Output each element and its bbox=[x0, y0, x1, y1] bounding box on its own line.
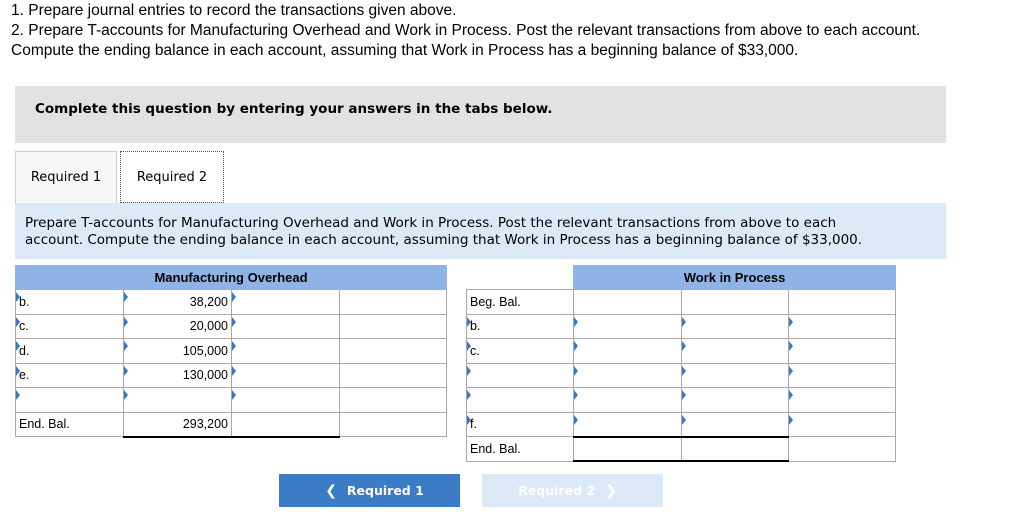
previous-required-button[interactable] bbox=[279, 474, 460, 507]
mo-end-bal-label: End. Bal. bbox=[16, 412, 124, 437]
mo-debit-label-input[interactable]: d. bbox=[16, 339, 124, 364]
wip-debit-amount-input[interactable] bbox=[574, 314, 682, 339]
mo-debit-amount-input[interactable]: 130,000 bbox=[124, 363, 232, 388]
table-row bbox=[467, 314, 896, 339]
wip-debit-label-input[interactable]: c. bbox=[467, 339, 574, 364]
wip-end-bal-spacer bbox=[789, 437, 896, 462]
wip-beg-bal-label: Beg. Bal. bbox=[467, 290, 574, 315]
wip-credit-label-input[interactable] bbox=[682, 412, 789, 437]
mo-credit-label-input[interactable] bbox=[232, 314, 340, 339]
tab-required-2[interactable]: Required 2 bbox=[120, 151, 224, 203]
instruction-banner bbox=[15, 86, 946, 143]
tab-required-1[interactable]: Required 1 bbox=[15, 151, 117, 203]
wip-credit-label-input[interactable] bbox=[682, 314, 789, 339]
mo-credit-amount-input[interactable] bbox=[340, 314, 447, 339]
wip-credit-label-input[interactable] bbox=[682, 388, 789, 413]
table-row-ending-balance bbox=[467, 437, 896, 462]
wip-credit-label-input[interactable] bbox=[682, 339, 789, 364]
manufacturing-overhead-t-account bbox=[15, 265, 447, 438]
mo-debit-amount-input[interactable]: 105,000 bbox=[124, 339, 232, 364]
wip-debit-label-input[interactable] bbox=[467, 388, 574, 413]
table-row bbox=[467, 339, 896, 364]
wip-credit-amount-input[interactable] bbox=[789, 388, 896, 413]
table-row bbox=[16, 388, 447, 413]
table-row bbox=[16, 290, 447, 315]
intro-line-3: Compute the ending balance in each account, assuming that Work in Process has a beginning balance of $33,000. bbox=[11, 42, 799, 59]
mo-end-bal-credit bbox=[232, 412, 340, 437]
wip-debit-amount-input[interactable] bbox=[574, 412, 682, 437]
table-row bbox=[467, 290, 896, 315]
mo-debit-label-input[interactable] bbox=[16, 388, 124, 413]
wip-end-bal-credit bbox=[682, 437, 789, 462]
mo-credit-label-input[interactable] bbox=[232, 290, 340, 315]
table-row bbox=[467, 412, 896, 437]
wip-credit-label-input[interactable] bbox=[682, 290, 789, 315]
mo-end-bal-spacer bbox=[340, 412, 447, 437]
mo-credit-amount-input[interactable] bbox=[340, 388, 447, 413]
mo-credit-amount-input[interactable] bbox=[340, 339, 447, 364]
chevron-right-icon: ❯ bbox=[605, 482, 617, 499]
wip-debit-amount-input[interactable] bbox=[574, 388, 682, 413]
wip-header-gap bbox=[467, 266, 574, 290]
mo-debit-label-input[interactable]: b. bbox=[16, 290, 124, 315]
mo-debit-label-input[interactable]: c. bbox=[16, 314, 124, 339]
wip-credit-label-input[interactable] bbox=[682, 363, 789, 388]
wip-debit-amount-input[interactable] bbox=[574, 290, 682, 315]
wip-debit-amount-input[interactable] bbox=[574, 363, 682, 388]
chevron-left-icon: ❮ bbox=[325, 482, 337, 499]
table-row bbox=[16, 363, 447, 388]
wip-credit-amount-input[interactable] bbox=[789, 290, 896, 315]
mo-credit-label-input[interactable] bbox=[232, 363, 340, 388]
mo-debit-label-input[interactable]: e. bbox=[16, 363, 124, 388]
mo-debit-amount-input[interactable]: 20,000 bbox=[124, 314, 232, 339]
mo-credit-label-input[interactable] bbox=[232, 388, 340, 413]
tab-instructions bbox=[15, 203, 946, 259]
wip-credit-amount-input[interactable] bbox=[789, 314, 896, 339]
table-row bbox=[467, 363, 896, 388]
intro-line-2: 2. Prepare T-accounts for Manufacturing Overhead and Work in Process. Post the relevant transactions from above to each account. bbox=[11, 22, 921, 39]
mo-credit-amount-input[interactable] bbox=[340, 363, 447, 388]
mo-credit-amount-input[interactable] bbox=[340, 290, 447, 315]
wip-debit-label-input[interactable]: f. bbox=[467, 412, 574, 437]
next-button-label: Required 2 bbox=[518, 483, 596, 498]
mo-end-bal-value: 293,200 bbox=[124, 412, 232, 437]
wip-credit-amount-input[interactable] bbox=[789, 412, 896, 437]
table-row bbox=[16, 339, 447, 364]
mo-credit-label-input[interactable] bbox=[232, 339, 340, 364]
wip-end-bal-label: End. Bal. bbox=[467, 437, 574, 462]
instructions-line-1: Prepare T-accounts for Manufacturing Overhead and Work in Process. Post the relevant transactions from above to each bbox=[25, 215, 837, 231]
intro-text bbox=[11, 1, 920, 61]
wip-credit-amount-input[interactable] bbox=[789, 363, 896, 388]
previous-button-label: Required 1 bbox=[346, 483, 424, 498]
wip-credit-amount-input[interactable] bbox=[789, 339, 896, 364]
mo-debit-amount-input[interactable]: 38,200 bbox=[124, 290, 232, 315]
wip-debit-label-input[interactable]: b. bbox=[467, 314, 574, 339]
wip-end-bal-value bbox=[574, 437, 682, 462]
intro-line-1: 1. Prepare journal entries to record the transactions given above. bbox=[11, 2, 457, 19]
next-required-button[interactable] bbox=[482, 474, 663, 507]
banner-text: Complete this question by entering your answers in the tabs below. bbox=[35, 101, 553, 117]
wip-debit-amount-input[interactable] bbox=[574, 339, 682, 364]
manufacturing-overhead-title: Manufacturing Overhead bbox=[16, 266, 447, 290]
work-in-process-title: Work in Process bbox=[574, 266, 896, 290]
table-row bbox=[16, 314, 447, 339]
table-row bbox=[467, 388, 896, 413]
wip-debit-label-input[interactable] bbox=[467, 363, 574, 388]
table-row-ending-balance bbox=[16, 412, 447, 437]
work-in-process-t-account bbox=[466, 265, 896, 462]
mo-debit-amount-input[interactable] bbox=[124, 388, 232, 413]
instructions-line-2: account. Compute the ending balance in each account, assuming that Work in Process has a beginning balance of $33,000. bbox=[25, 231, 863, 248]
